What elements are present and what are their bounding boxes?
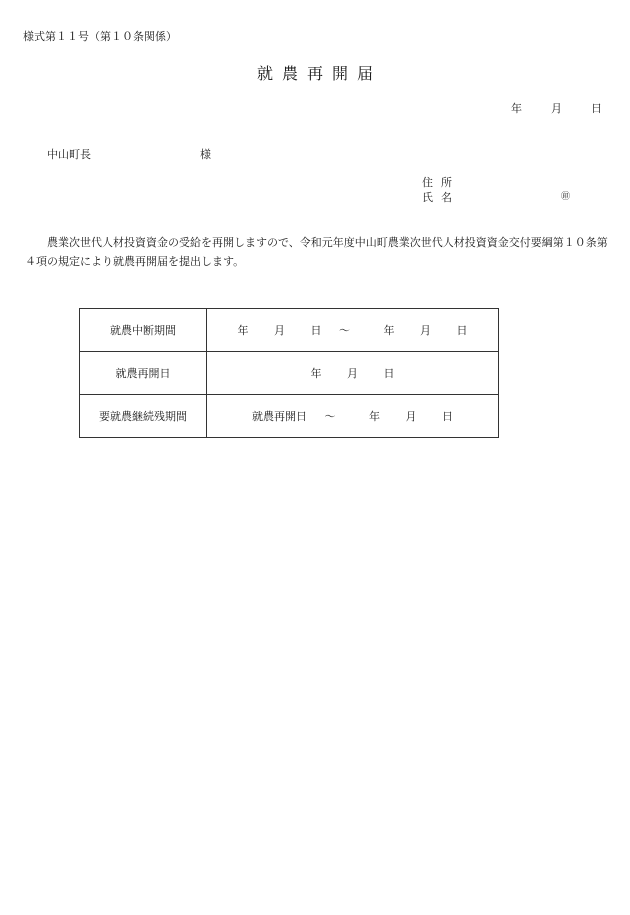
from-day-unit: 日 — [310, 324, 322, 337]
range-tilde: 〜 — [339, 324, 350, 337]
range-tilde: 〜 — [324, 410, 336, 423]
remaining-period-label: 要就農継続残期間 — [80, 395, 207, 438]
applicant-block — [422, 175, 470, 205]
remaining-month-unit: 月 — [405, 410, 417, 423]
to-year-unit: 年 — [383, 324, 395, 337]
remaining-day-unit: 日 — [442, 410, 453, 423]
table-row — [80, 309, 499, 352]
date-month-unit: 月 — [551, 102, 562, 115]
resume-month-unit: 月 — [347, 367, 358, 380]
table-row — [80, 395, 499, 438]
suspension-period-value — [207, 309, 499, 352]
page-title: 就農再開届 — [256, 64, 382, 83]
resume-day-unit: 日 — [383, 367, 395, 380]
suspension-period-label: 就農中断期間 — [80, 309, 207, 352]
resumption-date-value — [207, 352, 499, 395]
from-month-unit: 月 — [274, 324, 285, 337]
resume-year-unit: 年 — [310, 367, 322, 380]
table-row — [80, 352, 499, 395]
date-day-unit: 日 — [591, 102, 602, 115]
form-number: 様式第１１号（第１０条関係） — [23, 30, 177, 43]
date-year-unit: 年 — [511, 102, 522, 115]
to-month-unit: 月 — [420, 324, 431, 337]
from-year-unit: 年 — [237, 324, 249, 337]
to-day-unit: 日 — [456, 324, 468, 337]
remaining-period-value — [207, 395, 499, 438]
name-label: 氏名 — [422, 191, 460, 204]
submission-date — [511, 100, 602, 116]
resumption-date-label: 就農再開日 — [80, 352, 207, 395]
addressee-honorific: 様 — [200, 148, 211, 161]
remaining-start: 就農再開日 — [252, 410, 307, 423]
statement-text: 農業次世代人材投資資金の受給を再開しますので、令和元年度中山町農業次世代人材投資資金交付要綱第１０条第４項の規定により就農再開届を提出します。 — [25, 236, 608, 268]
addressee-name: 中山町長 — [47, 148, 91, 161]
remaining-year-unit: 年 — [369, 410, 380, 423]
address-label: 住所 — [422, 176, 460, 189]
resumption-table — [79, 308, 499, 438]
seal-mark: ㊞ — [561, 192, 571, 202]
